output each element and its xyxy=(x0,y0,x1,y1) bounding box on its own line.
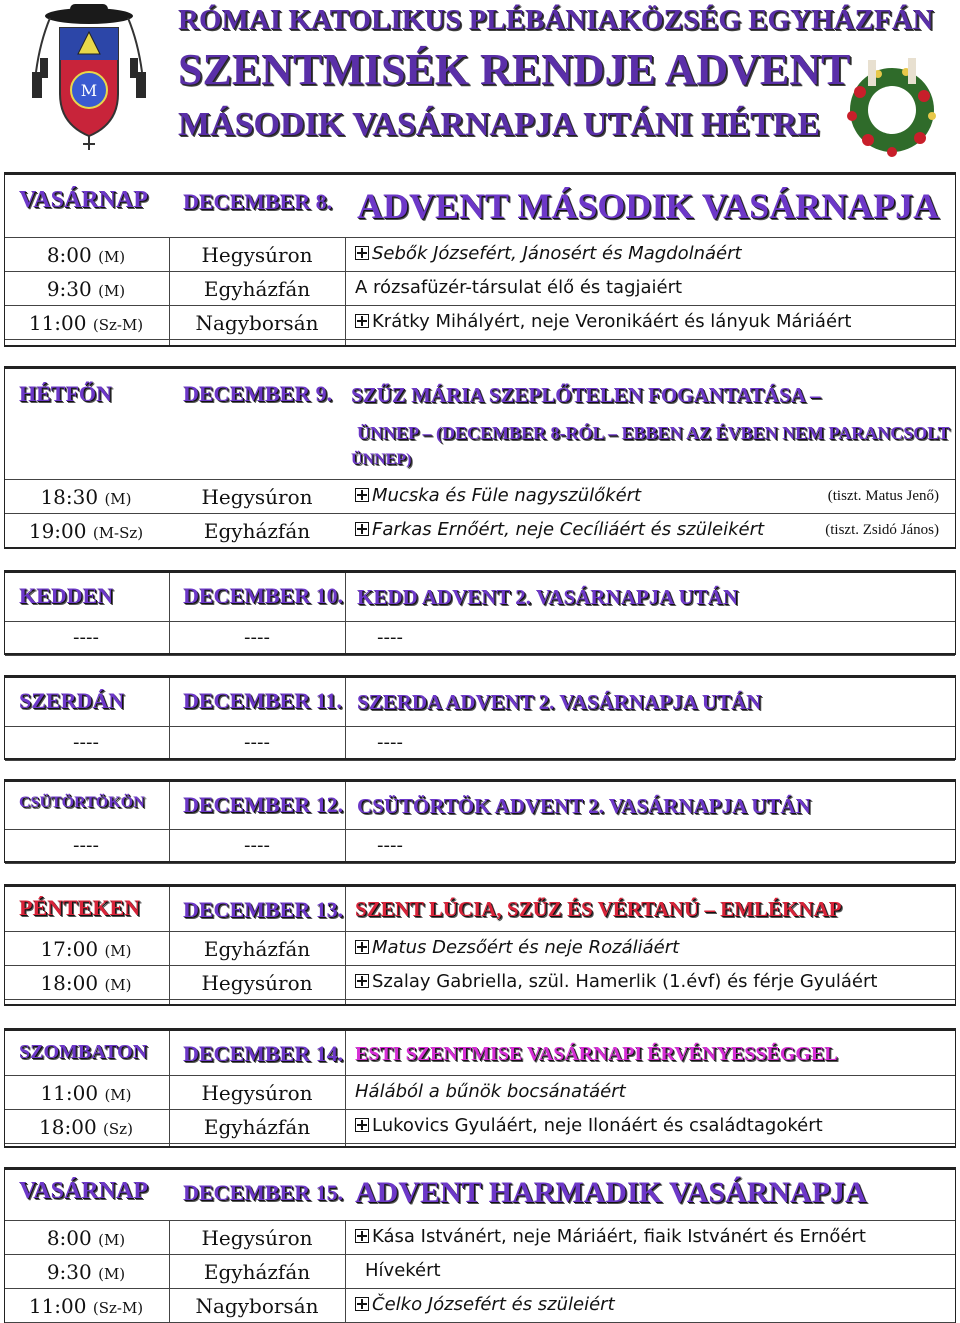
mass-language: (M) xyxy=(104,976,132,994)
mass-intention: Čelko Józsefért és szüleiért xyxy=(372,1294,615,1315)
mass-place: ---- xyxy=(244,627,270,648)
mass-row xyxy=(5,727,955,761)
mass-place: ---- xyxy=(244,732,270,753)
mass-intention: Sebők Józsefért, Jánosért és Magdolnáért xyxy=(372,243,742,264)
mass-row xyxy=(5,1110,955,1144)
mass-time: ---- xyxy=(73,835,99,856)
mass-place: Nagyborsán xyxy=(195,311,319,335)
day-date: DECEMBER 8. xyxy=(183,189,333,214)
mass-time: 8:00 xyxy=(46,1226,92,1250)
day-section-sunday-dec8 xyxy=(4,172,956,347)
cross-icon xyxy=(355,314,369,328)
day-date: DECEMBER 13. xyxy=(183,897,344,922)
mass-intention: Hívekért xyxy=(365,1260,441,1281)
day-name: SZOMBATON xyxy=(19,1041,148,1063)
day-name: CSÜTÖRTÖKÖN xyxy=(19,794,145,811)
advent-wreath-image xyxy=(838,52,946,160)
mass-place: Hegysúron xyxy=(201,243,313,267)
day-name: KEDDEN xyxy=(19,583,114,608)
mass-place: Hegysúron xyxy=(201,1226,313,1250)
mass-language: (M) xyxy=(104,1086,132,1104)
mass-language: (Sz-M) xyxy=(92,1299,144,1317)
mass-place: Egyházfán xyxy=(203,937,311,961)
day-date: DECEMBER 11. xyxy=(183,688,342,713)
mass-time: 18:00 xyxy=(39,1115,97,1139)
day-title: ADVENT MÁSODIK VASÁRNAPJA xyxy=(357,186,940,226)
mass-place: Egyházfán xyxy=(203,1260,311,1284)
mass-time: 19:00 xyxy=(28,519,87,543)
mass-time: 11:00 xyxy=(40,1081,99,1105)
header-subtitle: MÁSODIK VASÁRNAPJA UTÁNI HÉTRE xyxy=(178,106,821,143)
day-name: SZERDÁN xyxy=(19,688,125,713)
mass-intention: Kása Istvánért, neje Máriáért, fiaik Istvánért és Ernőért xyxy=(372,1226,866,1247)
mass-place: Hegysúron xyxy=(201,485,313,509)
mass-intention: Lukovics Gyuláért, neje Ilonáért és családtagokért xyxy=(372,1115,823,1136)
day-section-friday-dec13 xyxy=(4,884,956,1006)
mass-row xyxy=(5,1289,955,1323)
mass-row xyxy=(5,238,955,272)
day-title: SZŰZ MÁRIA SZEPLŐTELEN FOGANTATÁSA – xyxy=(351,383,821,407)
mass-intention: Farkas Ernőért, neje Cecíliáért és szüleikért xyxy=(372,519,765,540)
mass-time: 11:00 xyxy=(28,1294,87,1318)
mass-language: (M) xyxy=(104,490,132,508)
day-date: DECEMBER 15. xyxy=(183,1180,344,1205)
header-parish-name: RÓMAI KATOLIKUS PLÉBÁNIAKÖZSÉG EGYHÁZFÁN xyxy=(178,4,934,36)
mass-language: (Sz-M) xyxy=(92,316,144,334)
day-title: ADVENT HARMADIK VASÁRNAPJA xyxy=(355,1176,867,1209)
day-section-saturday-dec14 xyxy=(4,1028,956,1148)
mass-time: 11:00 xyxy=(28,311,87,335)
cross-icon xyxy=(355,488,369,502)
mass-language: (M) xyxy=(98,1265,126,1283)
mass-place: Egyházfán xyxy=(203,277,311,301)
header-title: SZENTMISÉK RENDJE ADVENT xyxy=(178,45,851,94)
mass-row xyxy=(5,1255,955,1289)
cross-icon xyxy=(355,1297,369,1311)
mass-intention: ---- xyxy=(377,627,403,648)
mass-time: ---- xyxy=(73,627,99,648)
cross-icon xyxy=(355,1229,369,1243)
day-name: VASÁRNAP xyxy=(19,187,148,213)
mass-intention: A rózsafüzér-társulat élő és tagjaiért xyxy=(355,277,683,298)
mass-place: Hegysúron xyxy=(201,971,313,995)
mass-row xyxy=(5,514,955,547)
cross-icon xyxy=(355,1118,369,1132)
day-date: DECEMBER 9. xyxy=(183,381,333,406)
mass-row xyxy=(5,1076,955,1110)
cross-icon xyxy=(355,522,369,536)
mass-intention: Mucska és Füle nagyszülőkért xyxy=(372,485,642,506)
mass-language: (M) xyxy=(98,248,126,266)
mass-place: Hegysúron xyxy=(201,1081,313,1105)
cross-icon xyxy=(355,246,369,260)
mass-row xyxy=(5,622,955,656)
day-date: DECEMBER 10. xyxy=(183,583,344,608)
day-section-thursday-dec12 xyxy=(4,779,956,863)
mass-row xyxy=(5,272,955,306)
mass-language: (M) xyxy=(104,942,132,960)
mass-intention: Hálából a bűnök bocsánatáért xyxy=(355,1081,626,1102)
mass-language: (Sz) xyxy=(103,1120,133,1138)
day-section-wednesday-dec11 xyxy=(4,675,956,760)
mass-intention: Matus Dezsőért és neje Rozáliáért xyxy=(372,937,680,958)
day-title: SZERDA ADVENT 2. VASÁRNAPJA UTÁN xyxy=(357,690,762,714)
day-section-monday-dec9 xyxy=(4,366,956,549)
day-title-line3: ÜNNEP) xyxy=(351,451,412,468)
mass-place: Nagyborsán xyxy=(195,1294,319,1318)
mass-time: 9:30 xyxy=(46,277,92,301)
mass-language: (M) xyxy=(98,1231,126,1249)
mass-row xyxy=(5,932,955,966)
day-date: DECEMBER 12. xyxy=(183,792,344,817)
day-title: KEDD ADVENT 2. VASÁRNAPJA UTÁN xyxy=(357,585,738,609)
mass-note: (tiszt. Zsidó János) xyxy=(825,522,939,538)
mass-note: (tiszt. Matus Jenő) xyxy=(827,488,939,504)
mass-intention: Krátky Mihályért, neje Veronikáért és lányuk Máriáért xyxy=(372,311,852,332)
mass-time: 8:00 xyxy=(46,243,92,267)
mass-time: 9:30 xyxy=(46,1260,92,1284)
day-title: SZENT LÚCIA, SZŰZ ÉS VÉRTANÚ – EMLÉKNAP xyxy=(355,897,842,921)
day-title-line2: ÜNNEP – (DECEMBER 8-RÓL – EBBEN AZ ÉVBEN NEM PARANCSOLT xyxy=(357,423,950,443)
mass-time: 18:30 xyxy=(40,485,99,509)
mass-intention: ---- xyxy=(377,732,403,753)
mass-row xyxy=(5,830,955,864)
mass-time: 17:00 xyxy=(40,937,99,961)
day-title: CSÜTÖRTÖK ADVENT 2. VASÁRNAPJA UTÁN xyxy=(357,794,811,818)
day-section-sunday-dec15 xyxy=(4,1167,956,1323)
mass-language: (M-Sz) xyxy=(92,524,144,542)
mass-intention: ---- xyxy=(377,835,403,856)
mass-row xyxy=(5,306,955,340)
cross-icon xyxy=(355,940,369,954)
day-name: VASÁRNAP xyxy=(19,1178,148,1204)
day-date: DECEMBER 14. xyxy=(183,1041,344,1066)
mass-place: Egyházfán xyxy=(203,1115,311,1139)
day-section-tuesday-dec10 xyxy=(4,570,956,655)
cross-icon xyxy=(355,974,369,988)
parish-crest-logo xyxy=(30,2,148,152)
mass-time: ---- xyxy=(73,732,99,753)
mass-row xyxy=(5,480,955,514)
mass-row xyxy=(5,966,955,1000)
day-title: ESTI SZENTMISE VASÁRNAPI ÉRVÉNYESSÉGGEL xyxy=(355,1043,838,1065)
svg-text:M: M xyxy=(80,81,98,100)
mass-language: (M) xyxy=(98,282,126,300)
day-name: PÉNTEKEN xyxy=(19,895,141,920)
mass-place: Egyházfán xyxy=(203,519,311,543)
mass-row xyxy=(5,1221,955,1255)
mass-time: 18:00 xyxy=(40,971,99,995)
day-name: HÉTFŐN xyxy=(19,381,112,406)
mass-intention: Szalay Gabriella, szül. Hamerlik (1.évf) és férje Gyuláért xyxy=(372,971,878,992)
mass-place: ---- xyxy=(244,835,270,856)
